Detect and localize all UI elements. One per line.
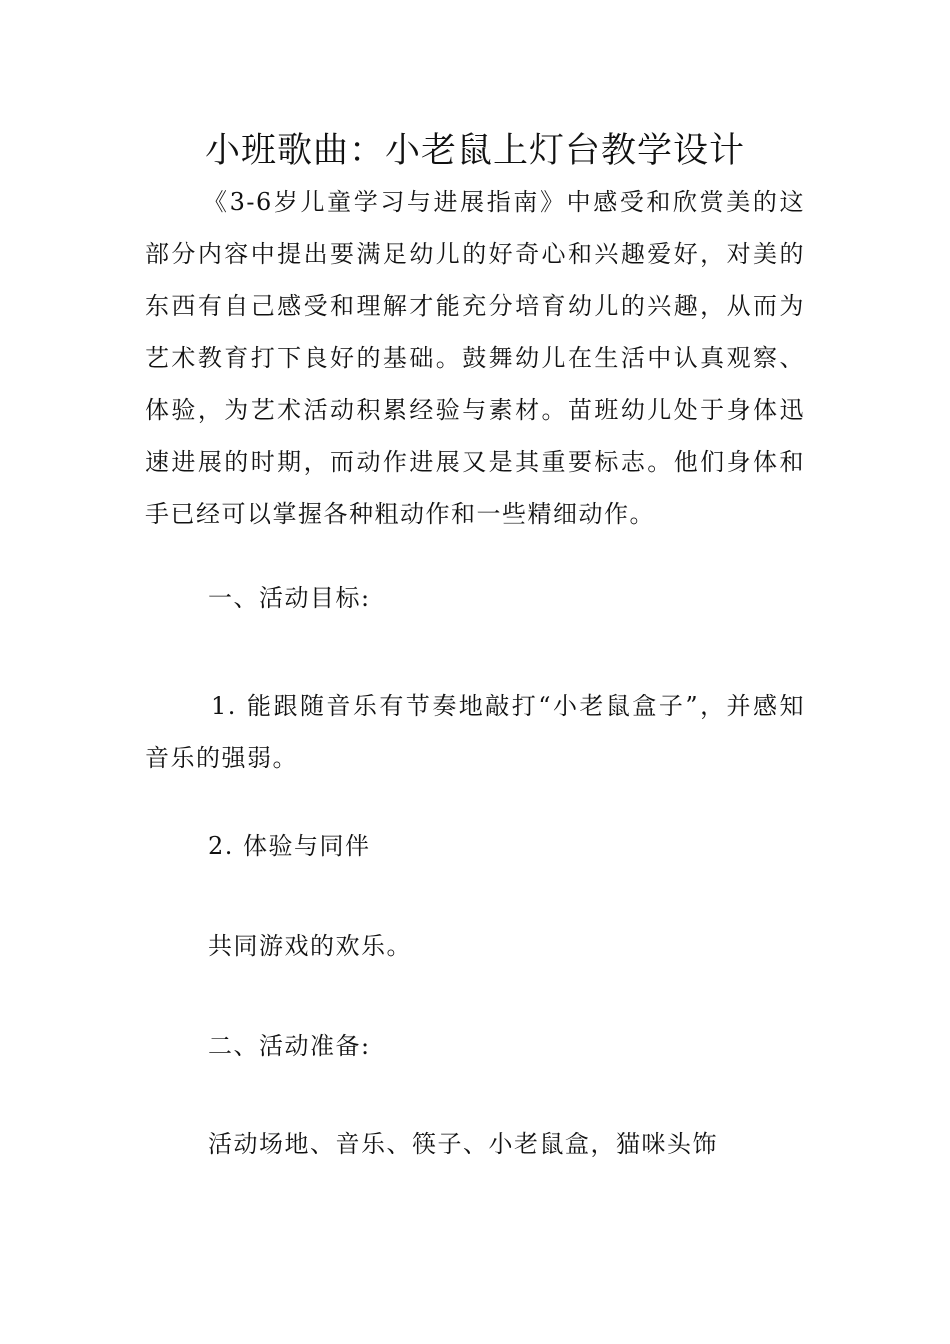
section-heading-preparation: 二、活动准备: bbox=[208, 1032, 371, 1060]
section-heading-goals: 一、活动目标: bbox=[208, 584, 371, 612]
goal-item-2-part1: 2. 体验与同伴 bbox=[208, 832, 371, 860]
document-title: 小班歌曲：小老鼠上灯台教学设计 bbox=[204, 131, 745, 171]
goal-item-1: 1. 能跟随音乐有节奏地敲打“小老鼠盒子”，并感知音乐的强弱。 bbox=[145, 692, 805, 772]
materials-list: 活动场地、音乐、筷子、小老鼠盒，猫咪头饰 bbox=[208, 1130, 718, 1158]
intro-paragraph: 《3-6岁儿童学习与进展指南》中感受和欣赏美的这部分内容中提出要满足幼儿的好奇心和兴趣爱好，对美的东西有自己感受和理解才能充分培育幼儿的兴趣，从而为艺术教育打下良好的基础。鼓舞幼儿在生活中认真观察、体验，为艺术活动积累经验与素材。苗班幼儿处于身体迅速进展的时期，而动作进展又是其重要标志。他们身体和手已经可以掌握各种粗动作和一些精细动作。 bbox=[145, 188, 805, 528]
goal-item-2-part2: 共同游戏的欢乐。 bbox=[208, 932, 412, 960]
